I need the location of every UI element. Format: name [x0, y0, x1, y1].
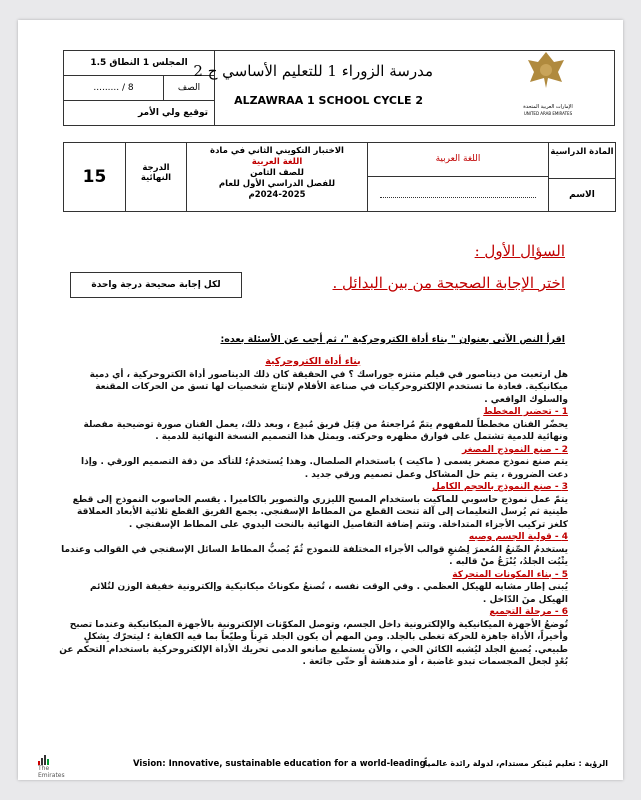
exam-page — [18, 20, 623, 780]
grade-value: 15 — [82, 167, 107, 187]
grade-label: الدرجة النهائية — [125, 143, 186, 211]
passage-paragraph: يحضّر الفنان مخططاً للمفهوم يتمّ مُراجعتهُ من قِبَل فريق مُبدِع ، وبعد ذلك، يعمل الفنان صورة توضيحية مفصلة ونهائية للدمية تشتمل على فوارق مظهره وحركته. ويمثل هذا التصميم النسخة النهائية للدمية . — [83, 419, 568, 442]
footer — [38, 755, 608, 777]
vision-arabic: الرؤية : تعليم مُبتكر مستدام، لدولة رائدة عالمياً — [424, 759, 608, 768]
section-heading: 6 - مرحلة التجميع — [489, 607, 568, 617]
subject-label: المادة الدراسية — [549, 143, 615, 179]
section-heading: 1 - تحضير المخطط — [483, 407, 568, 417]
passage-paragraph: يتم صنع نموذج مصغر يسمى ( ماكيت ) باستخدام الصلصال. وهذا يُستخدمُ؛ للتأكد من دقة التصميم الورقي . وإذا دعت الضرورة ، يتم حل المشاكل وعمل تصميم ورقي جديد . — [81, 457, 568, 480]
school-name-english: ALZAWRAA 1 SCHOOL CYCLE 2 — [234, 94, 423, 107]
passage-paragraph: يُبنى إطار مشابه للهيكل العظمي . وفي الوقت نفسه ، تُصنعُ مكوناتٌ ميكانيكية وإلكترونية خفيفة الوزن لتُلائم الهيكل منَ الدّاخل . — [90, 582, 568, 605]
passage-paragraph: يتمّ عمل نموذج حاسوبي للماكيت باستخدام المسح الليزري والتصوير بالكاميرا . يقسم الحاسوب النموذج إلى قطع طينية ثم يُرسل التعليمات إلى آلة تنحت القطع من المطاط الإسفنجي. يجمع الفريق القطع ثلاثية الأبعاد العملاقة كلغز تركيب الأجزاء المتداخلة. وتتم إضافة التفاصيل النهائية بالنحت اليدوي على المطاط الإسفنجي . — [72, 494, 568, 530]
passage-paragraph: هل ارتعبت من ديناصور في فيلم متنزه جوراسك ؟ في الحقيقة كان ذلك الديناصور أداة الكتروحركية ، أي دمية ميكانيكية. فعادة ما تستخدم الإلكتروحركيات في صناعة الأفلام لإنتاج شخصيات لها تسق من الحركات المقنعة والسلوك الواقعي . — [89, 369, 568, 405]
name-label: الاسم — [569, 190, 595, 200]
marking-note: لكل إجابة صحيحة درجة واحدة — [70, 272, 242, 298]
exam-line-4: للفصل الدراسي الأول للعام — [218, 179, 336, 189]
header-second-row — [63, 142, 616, 212]
emirates-logo-icon — [38, 755, 76, 779]
school-name-arabic: مدرسة الزوراء 1 للتعليم الأساسي ح 2 — [193, 62, 433, 80]
exam-line-3: للصف الثامن — [250, 168, 304, 178]
vision-english: Vision: Innovative, sustainable education for a world-leading — [133, 759, 426, 769]
passage-paragraph: يستخدمُ الصِّنعُ المُعمرَ لِصُنعِ قوالب الأجزاء المختلفة للنموذج ثُمّ يُصبُّ المطاط السائل الإسفنجي في القوالب وعندما يثْبُت الجلدُ، يُنْزَعُ منْ قالبه . — [61, 544, 568, 567]
passage-paragraph: تُوضعُ الأجهزة الميكانيكية والإلكترونية داخل الجسم، وتوصل المكوّنات الإلكترونية بالأجهزة الميكانيكية وعندما تصبح وأخيراً، الأداة جاهزة للحركة تغطى بالجلد. ومن المهم أن يكون الجلد مَرِناً وطيّعاً بما فيه الكفاية ؛ ليتحرّك بِشكلٍ طبيعي. يُصبغ الجلد ليُشبه الكائن الحي ، والآن يستطيع صانعو الدمى تحريك الأداة الإلكتروحركية باستخدام التحكم عن بُعْدٍ لجعل المجسمات تبدو غاضبة ، أو مندهشة أو حتّى جائعة . — [59, 619, 568, 667]
passage-title: بناء أداة الكتروحركية — [265, 356, 361, 367]
student-name-field[interactable] — [368, 177, 548, 211]
exam-line-1: الاختبار التكويني الثاني في مادة — [210, 146, 344, 156]
section-heading: 3 - صنع النموذج بالحجم الكامل — [432, 482, 568, 492]
exam-line-5: 2024-2025م — [248, 190, 306, 200]
section-heading: 2 - صنع النموذج المصغر — [461, 444, 568, 455]
class-label: الصف — [177, 83, 201, 93]
logo-text: The Emirates — [38, 765, 65, 779]
class-value: ......... / 8 — [64, 76, 164, 100]
exam-line-2: اللغة العربية — [251, 157, 303, 167]
council-label: المجلس 1 النطاق 1.5 — [64, 51, 214, 76]
question-subtitle: اختر الإجابة الصحيحة من بين البدائل . — [332, 274, 565, 292]
reading-passage — [58, 356, 568, 669]
section-heading: 4 - قولبة الجسم وصبه — [468, 532, 568, 542]
header-left-box — [63, 50, 215, 126]
section-heading: 5 - بناء المكونات المتحركة — [452, 569, 568, 580]
question-title: السؤال الأول : — [474, 242, 565, 260]
emblem-caption: الإمارات العربية المتحدة — [523, 104, 573, 110]
subject-value: اللغة العربية — [368, 143, 548, 177]
guardian-signature-label: توقيع ولي الأمر — [137, 108, 208, 118]
reading-instruction: اقرأ النص الآتي بعنوان " بناء أداة الكتروحركية "، ثم أجب عن الأسئلة بعده: — [220, 334, 565, 345]
emblem-caption-en: UNITED ARAB EMIRATES — [523, 111, 573, 116]
